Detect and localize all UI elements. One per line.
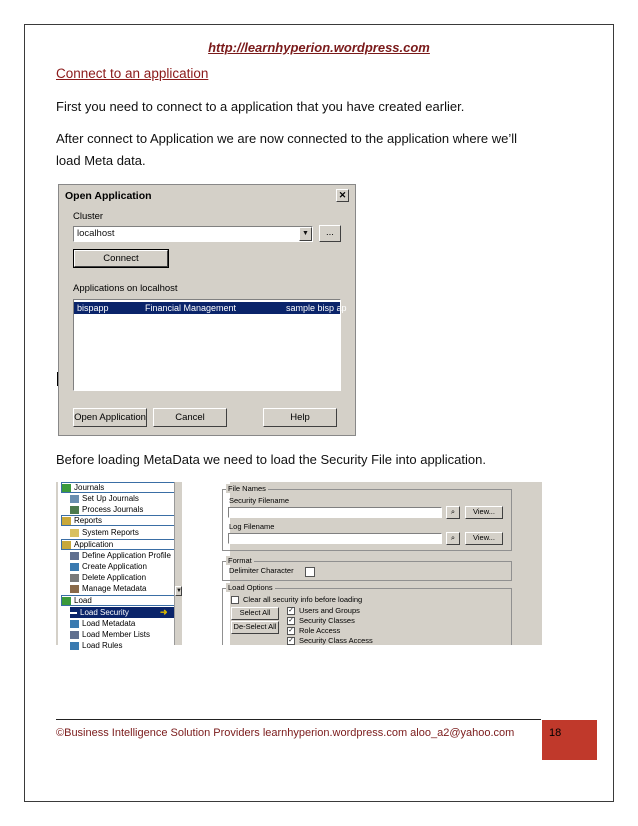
rules-icon — [70, 642, 79, 650]
browse-icon[interactable]: ⌕ — [446, 506, 460, 519]
arrow-right-icon: ➜ — [160, 607, 168, 617]
scroll-down-icon[interactable]: ▼ — [176, 588, 182, 594]
create-icon — [70, 563, 79, 571]
tree-item-load-member-lists[interactable]: Load Member Lists — [70, 629, 150, 640]
log-view-button[interactable]: View... — [465, 532, 503, 545]
role-access-checkbox[interactable]: ✓ — [288, 627, 294, 634]
help-button[interactable]: Help — [263, 408, 337, 427]
dialog-title: Open Application — [65, 190, 152, 202]
delimiter-label: Delimiter Character — [229, 566, 294, 575]
cluster-select[interactable] — [73, 226, 313, 242]
clear-all-checkbox[interactable] — [231, 596, 239, 604]
profile-icon — [70, 552, 79, 560]
journal-process-icon — [70, 506, 79, 514]
connect-button[interactable]: Connect — [74, 250, 168, 267]
paragraph-connected — [56, 128, 596, 172]
security-class-access-checkbox[interactable]: ✓ — [288, 637, 294, 644]
margin-mark — [57, 372, 58, 386]
users-groups-checkbox[interactable]: ✓ — [288, 607, 294, 614]
tree-item-load-metadata[interactable]: Load Metadata — [70, 618, 135, 629]
tree-item-system-reports[interactable]: System Reports — [70, 527, 139, 538]
paragraph-security: Before loading MetaData we need to load the Security File into application. — [56, 452, 486, 467]
section-title: Connect to an application — [56, 66, 209, 81]
select-all-button[interactable]: Select All — [231, 607, 279, 620]
open-application-button[interactable]: Open Application — [73, 408, 147, 427]
chevron-down-icon[interactable]: ▼ — [299, 227, 312, 241]
tree-item-application[interactable]: Application — [61, 539, 175, 550]
applications-label: Applications on localhost — [73, 283, 178, 294]
cancel-button[interactable]: Cancel — [153, 408, 227, 427]
option-label: Role Access — [299, 626, 341, 635]
tree-scrollbar[interactable] — [174, 482, 182, 645]
delete-icon — [70, 574, 79, 582]
page-number: 18 — [549, 727, 562, 739]
option-label: Security Classes — [299, 616, 355, 625]
delimiter-input[interactable] — [305, 567, 315, 577]
app-description: sample bisp ap — [286, 303, 347, 313]
close-icon[interactable]: ✕ — [336, 189, 349, 202]
journal-setup-icon — [70, 495, 79, 503]
tree-item-define-application-profile[interactable]: Define Application Profile — [70, 550, 171, 561]
list-item[interactable] — [74, 302, 347, 314]
browse-icon[interactable]: ⌕ — [446, 532, 460, 545]
file-names-legend: File Names — [228, 484, 266, 493]
cluster-label: Cluster — [73, 211, 104, 222]
tree-item-set-up-journals[interactable]: Set Up Journals — [70, 493, 139, 504]
load-icon — [62, 597, 71, 605]
paragraph-connected-line1: After connect to Application we are now connected to the application where we’ll — [56, 131, 518, 146]
header-url-link[interactable]: http://learnhyperion.wordpress.com — [208, 40, 430, 55]
load-security-icon — [70, 612, 77, 614]
paragraph-connect: First you need to connect to a application that you have created earlier. — [56, 99, 465, 114]
folder-icon — [62, 517, 71, 525]
browse-button[interactable]: ... — [319, 225, 341, 242]
folder-icon — [62, 484, 71, 492]
clear-all-label: Clear all security info before loading — [243, 595, 363, 604]
footer-divider — [56, 719, 541, 720]
page-number-box — [542, 720, 597, 760]
metadata-icon — [70, 585, 79, 593]
dialog-titlebar — [62, 188, 352, 204]
deselect-all-button[interactable]: De-Select All — [231, 621, 279, 634]
paragraph-connected-line2: load Meta data. — [56, 153, 146, 168]
footer-text: ©Business Intelligence Solution Providers learnhyperion.wordpress.com aloo_a2@yahoo.com — [56, 727, 515, 739]
security-view-button[interactable]: View... — [465, 506, 503, 519]
security-filename-input[interactable] — [228, 507, 442, 518]
log-filename-input[interactable] — [228, 533, 442, 544]
format-legend: Format — [228, 556, 252, 565]
tree-item-load-rules[interactable]: Load Rules — [70, 640, 122, 651]
app-name: bispapp — [77, 303, 109, 313]
navigation-tree — [58, 482, 230, 650]
application-icon — [62, 541, 71, 549]
tree-item-load-security[interactable]: Load Security — [70, 607, 174, 618]
tree-item-process-journals[interactable]: Process Journals — [70, 504, 143, 515]
report-icon — [70, 529, 79, 537]
option-label: Security Class Access — [299, 636, 373, 645]
security-filename-label: Security Filename — [229, 496, 290, 505]
tree-item-manage-metadata[interactable]: Manage Metadata — [70, 583, 147, 594]
tree-item-reports[interactable]: Reports — [61, 515, 175, 526]
applications-list[interactable] — [73, 299, 347, 391]
log-filename-label: Log Filename — [229, 522, 275, 531]
load-metadata-icon — [70, 620, 79, 628]
tree-item-create-application[interactable]: Create Application — [70, 561, 147, 572]
tree-item-load[interactable]: Load — [61, 595, 175, 606]
option-label: Users and Groups — [299, 606, 360, 615]
tree-item-delete-application[interactable]: Delete Application — [70, 572, 146, 583]
cluster-value: localhost — [77, 228, 115, 239]
app-type: Financial Management — [145, 303, 237, 313]
load-options-legend: Load Options — [228, 583, 273, 592]
security-classes-checkbox[interactable]: ✓ — [288, 617, 294, 624]
member-list-icon — [70, 631, 79, 639]
tree-item-journals[interactable]: Journals — [61, 482, 175, 493]
